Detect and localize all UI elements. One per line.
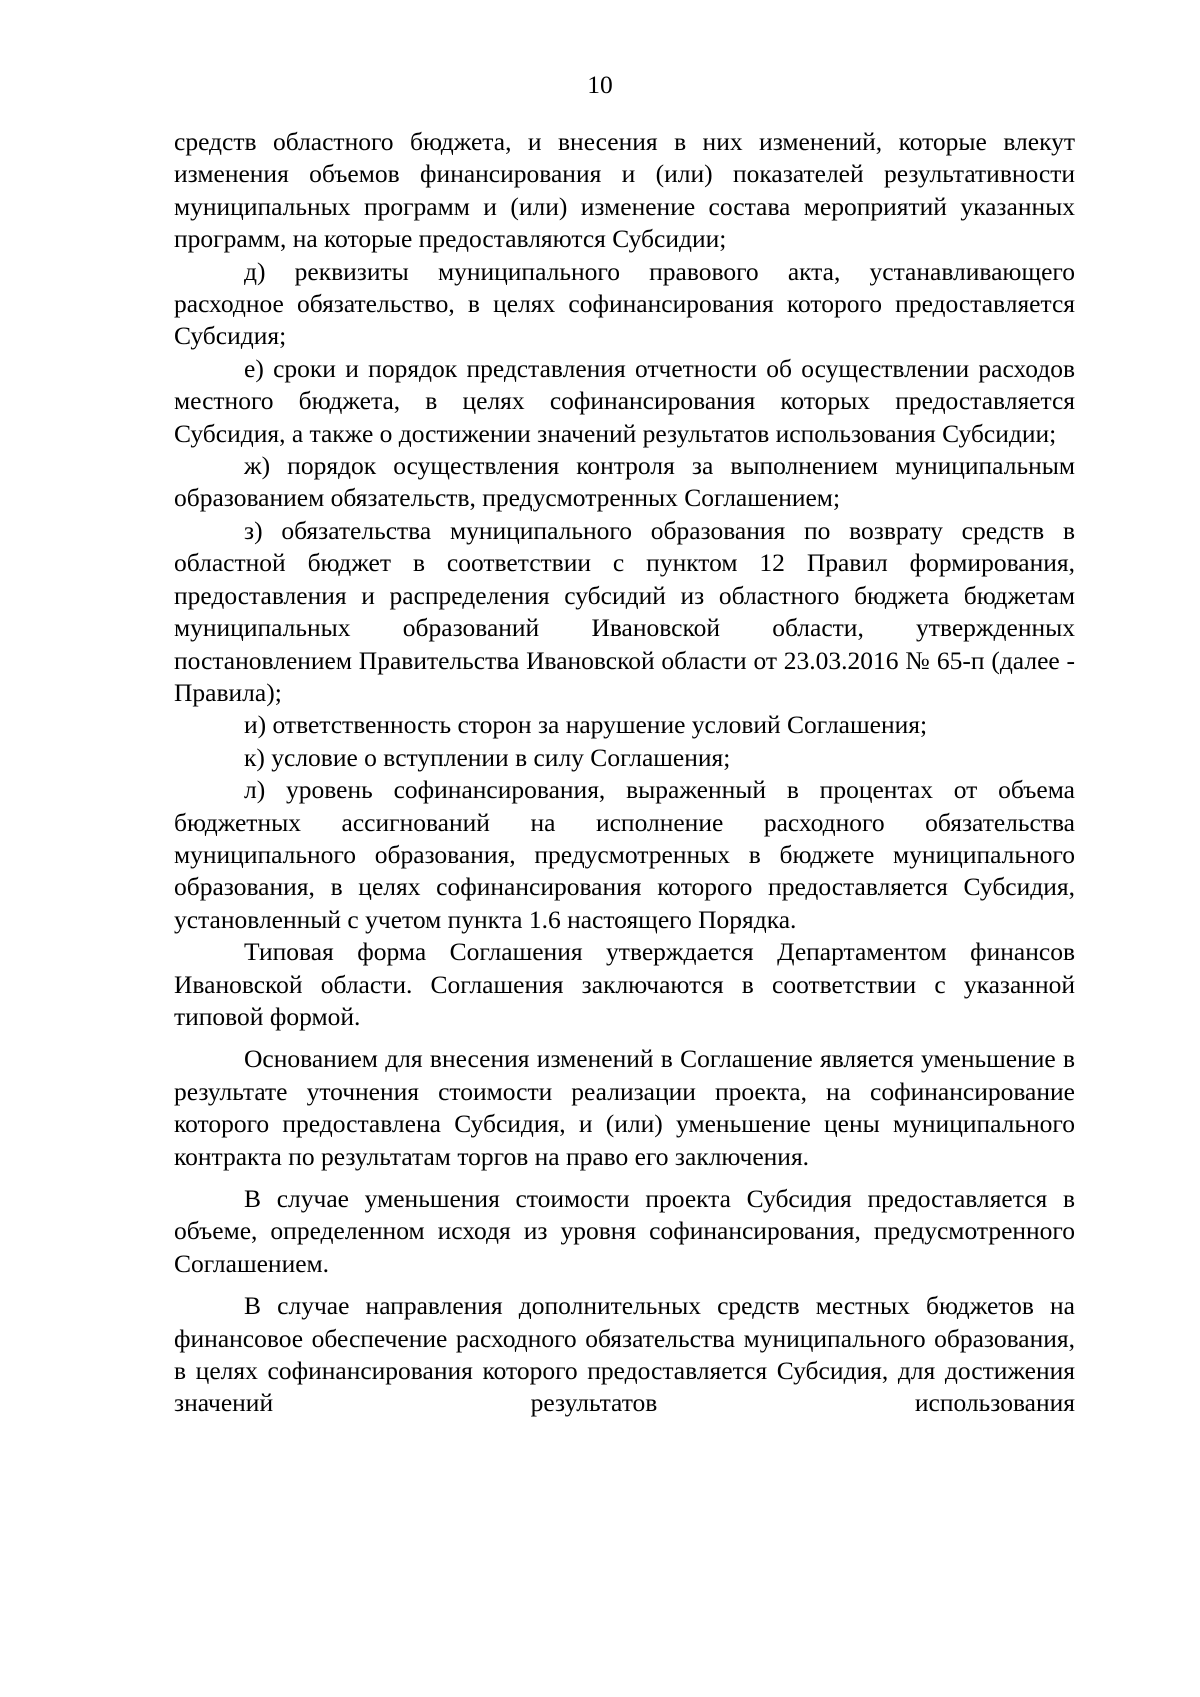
paragraph-grounds-for-changes: Основанием для внесения изменений в Соглашение является уменьшение в результате уточнения стоимости реализации проекта, на софинансирование которого предоставлена Субсидия, и (или) уменьшение цены муниципального контракта по результатам торгов на право его заключения. bbox=[174, 1044, 1075, 1171]
paragraph-item-l: л) уровень софинансирования, выраженный в процентах от объема бюджетных ассигнований на исполнение расходного обязательства муниципального образования, предусмотренных в бюджете муниципального образования, в целях софинансирования которого предоставляется Субсидия, установленный с учетом пункта 1.6 настоящего Порядка. bbox=[174, 775, 1075, 934]
paragraph-continuation: средств областного бюджета, и внесения в них изменений, которые влекут изменения объемов финансирования и (или) показателей результативности муниципальных программ и (или) изменение состава мероприятий указанных программ, на которые предоставляются Субсидии; bbox=[174, 127, 1075, 254]
page-number: 10 bbox=[587, 70, 613, 99]
paragraph-standard-form: Типовая форма Соглашения утверждается Департаментом финансов Ивановской области. Соглашения заключаются в соответствии с указанной типовой формой. bbox=[174, 937, 1075, 1031]
paragraph-item-zh: ж) порядок осуществления контроля за выполнением муниципальным образованием обязательств, предусмотренных Соглашением; bbox=[174, 451, 1075, 513]
document-body bbox=[174, 126, 1075, 1420]
paragraph-item-d: д) реквизиты муниципального правового акта, устанавливающего расходное обязательство, в целях софинансирования которого предоставляется Субсидия; bbox=[174, 256, 1075, 351]
paragraph-cost-reduction: В случае уменьшения стоимости проекта Субсидия предоставляется в объеме, определенном исходя из уровня софинансирования, предусмотренного Соглашением. bbox=[174, 1184, 1075, 1278]
paragraph-additional-funds: В случае направления дополнительных средств местных бюджетов на финансовое обеспечение расходного обязательства муниципального образования, в целях софинансирования которого предоставляется Субсидия, для достижения значений результатов использования bbox=[174, 1291, 1075, 1418]
paragraph-item-i: и) ответственность сторон за нарушение условий Соглашения; bbox=[244, 710, 928, 740]
paragraph-item-k: к) условие о вступлении в силу Соглашения; bbox=[244, 742, 731, 772]
paragraph-item-e: е) сроки и порядок представления отчетности об осуществлении расходов местного бюджета, в целях софинансирования которых предоставляется Субсидия, а также о достижении значений результатов использования Субсидии; bbox=[174, 353, 1075, 448]
paragraph-item-z: з) обязательства муниципального образования по возврату средств в областной бюджет в соответствии с пунктом 12 Правил формирования, предоставления и распределения субсидий из областного бюджета бюджетам муниципальных образований Ивановской области, утвержденных постановлением Правительства Ивановской области от 23.03.2016 № 65-п (далее - Правила); bbox=[174, 515, 1075, 707]
